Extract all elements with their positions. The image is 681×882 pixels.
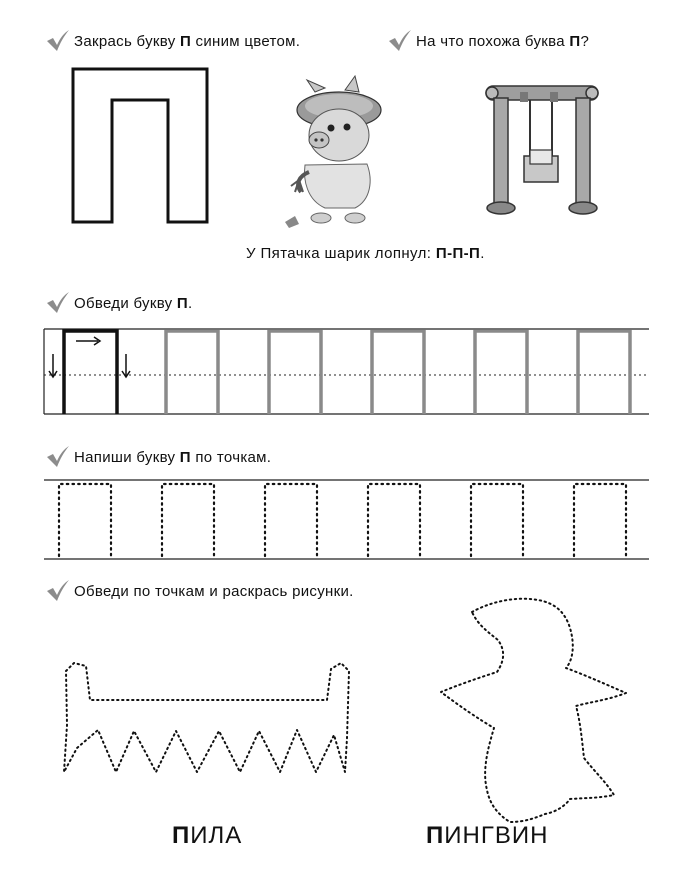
- task-text: Закрась букву: [74, 33, 180, 50]
- task-text-end: ?: [580, 33, 590, 50]
- task-letter: П: [179, 449, 191, 466]
- rhyme-text: У Пятачка шарик лопнул:: [246, 245, 436, 262]
- rhyme-end: .: [480, 245, 485, 262]
- task-text-end: .: [188, 295, 193, 312]
- task-letter: П: [569, 33, 581, 50]
- task-text-end: синим цветом.: [191, 33, 301, 50]
- task-letter: П: [176, 295, 188, 312]
- word-rest: ИНГВИН: [444, 822, 549, 849]
- task-text: Обведи букву: [74, 295, 177, 312]
- rhyme-sound: П-П-П: [435, 245, 481, 262]
- task-letter: П: [179, 33, 192, 50]
- word-rest: ИЛА: [190, 822, 243, 849]
- word-penguin: [426, 822, 548, 850]
- word-first-letter: П: [426, 822, 445, 849]
- task-text: Обведи по точкам и раскрась рисунки.: [74, 583, 354, 600]
- task-text: На что похожа буква: [416, 33, 570, 50]
- word-first-letter: П: [172, 822, 191, 849]
- task-text: Напиши букву: [74, 449, 180, 466]
- word-saw: [172, 822, 242, 850]
- task-text-end: по точкам.: [190, 449, 272, 466]
